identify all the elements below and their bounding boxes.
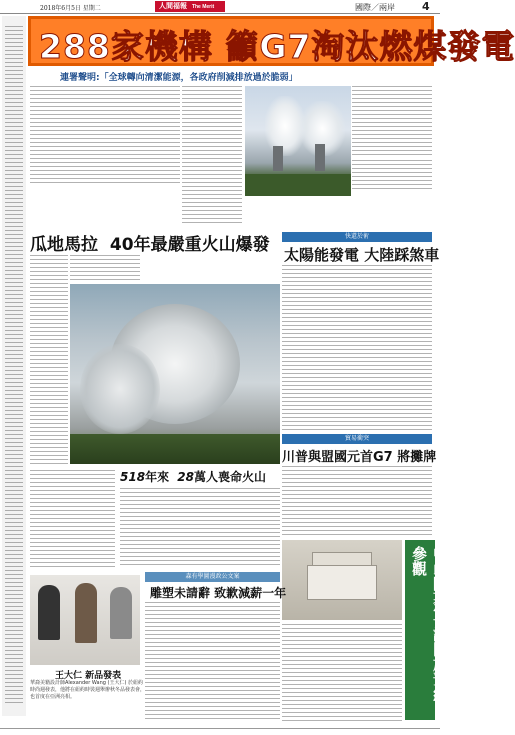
volcano-photo	[70, 284, 280, 464]
volcano-headline	[30, 230, 270, 255]
volcano-sub-text2: 萬人喪命火山	[193, 470, 266, 484]
brand-name-en: The Merit	[191, 4, 215, 10]
solar-kicker: 快還於術	[282, 232, 432, 242]
trade-kicker: 貿易衝突	[282, 434, 432, 444]
masthead	[155, 1, 225, 12]
trade-headline: 川普與盟國元首G7 將攤牌	[282, 450, 437, 465]
bottom-rule	[0, 728, 440, 729]
book-caption: 華裔美籍設計師Alexander Wang (王大仁) 於紐約時尚週發表，他將在紐約時裝週舉辦秋冬品發表會，也首度在亞洲亮相。	[30, 680, 146, 700]
book-title: 王大仁 新品發表	[55, 671, 122, 681]
issue-date: 2018年6月5日 星期二	[40, 5, 101, 12]
volcano-sub-headline	[120, 468, 266, 485]
banner-subhead: 連署聲明:「全球轉向清潔能源，各政府削減排放過於脆弱」	[60, 73, 298, 83]
cartoon-kicker: 森有學圖漫政公文案	[145, 572, 280, 582]
banner-headline-box	[28, 16, 515, 66]
mausoleum-headline-box	[405, 540, 449, 720]
left-sidebar	[2, 16, 26, 716]
solar-headline: 太陽能發電 大陸踩煞車	[284, 246, 440, 264]
volcano-sub-text1: 年來	[145, 470, 170, 484]
volcano-sub-number2: 28	[177, 470, 194, 484]
power-plant-photo	[245, 86, 351, 196]
volcano-sub-number1: 518	[120, 470, 146, 484]
brand-name: 人間福報	[159, 3, 187, 10]
book-photo	[30, 575, 140, 665]
volcano-headline-prefix: 瓜地馬拉	[30, 235, 98, 255]
top-bar	[0, 0, 440, 14]
mausoleum-photo	[282, 540, 402, 620]
volcano-headline-rest: 40年最嚴重火山爆發	[109, 235, 270, 255]
page-number: 4	[422, 0, 430, 13]
cartoon-headline: 雕塑未請辭 致歉減薪一年	[150, 586, 287, 600]
section-name: 國際／兩岸	[355, 3, 395, 12]
mausoleum-headline: 中山陵墓室 試開放預約參觀	[410, 546, 449, 702]
banner-headline: 288家機構 籲G7淘汰燃煤發電	[39, 27, 515, 66]
